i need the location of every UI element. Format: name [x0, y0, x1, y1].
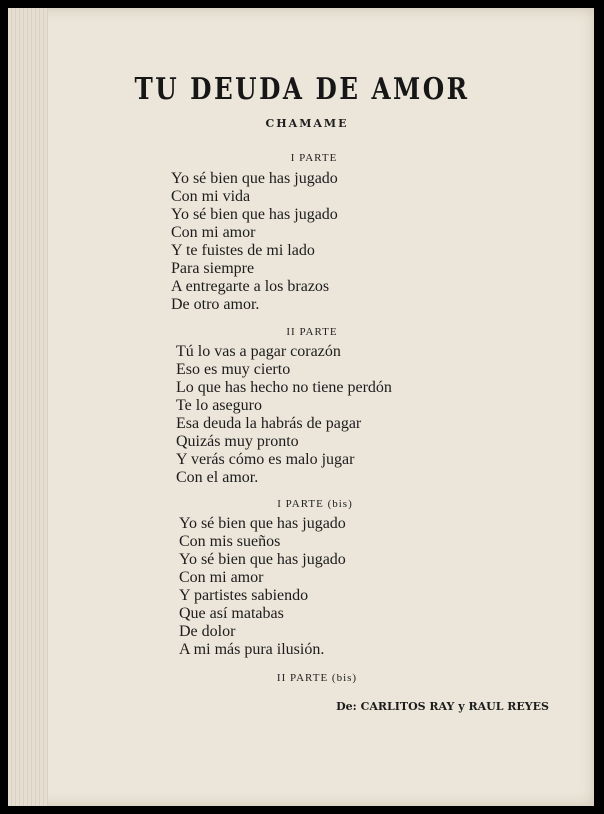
verse-line: Quizás muy pronto: [176, 433, 299, 450]
verse-line: Con mis sueños: [179, 533, 281, 550]
verse-line: Esa deuda la habrás de pagar: [176, 415, 362, 432]
verse-section-2: [176, 343, 392, 487]
verse-line: Con mi amor: [171, 224, 256, 241]
verse-line: Yo sé bien que has jugado: [179, 515, 346, 532]
verse-line: De dolor: [179, 623, 236, 640]
verse-line: Que así matabas: [179, 605, 284, 622]
verse-section-1: [171, 170, 338, 314]
verse-line: Yo sé bien que has jugado: [179, 551, 346, 568]
verse-line: Lo que has hecho no tiene perdón: [176, 379, 392, 396]
verse-section-3: [179, 515, 346, 659]
section-label-3: I PARTE (bis): [277, 498, 353, 510]
verse-line: Yo sé bien que has jugado: [171, 206, 338, 223]
verse-line: Y te fuistes de mi lado: [171, 242, 315, 259]
verse-line: Con mi amor: [179, 569, 264, 586]
section-label-4: II PARTE (bis): [276, 672, 358, 684]
verse-line: Con mi vida: [171, 188, 251, 205]
verse-line: De otro amor.: [171, 296, 260, 313]
credits: De: CARLITOS RAY y RAUL REYES: [336, 700, 549, 713]
verse-line: Yo sé bien que has jugado: [171, 170, 338, 187]
verse-line: Tú lo vas a pagar corazón: [176, 343, 341, 360]
song-genre: CHAMAME: [265, 117, 349, 130]
verse-line: Te lo aseguro: [176, 397, 262, 414]
verse-line: Con el amor.: [176, 469, 259, 486]
verse-line: Para siempre: [171, 260, 255, 277]
song-title: TU DEUDA DE AMOR: [134, 72, 470, 107]
verse-line: A entregarte a los brazos: [171, 278, 330, 295]
verse-line: Y verás cómo es malo jugar: [176, 451, 355, 468]
verse-line: Y partistes sabiendo: [179, 587, 309, 604]
section-label-1: I PARTE: [290, 152, 338, 164]
section-label-2: II PARTE: [286, 326, 338, 338]
verse-line: A mi más pura ilusión.: [179, 641, 325, 658]
verse-line: Eso es muy cierto: [176, 361, 291, 378]
